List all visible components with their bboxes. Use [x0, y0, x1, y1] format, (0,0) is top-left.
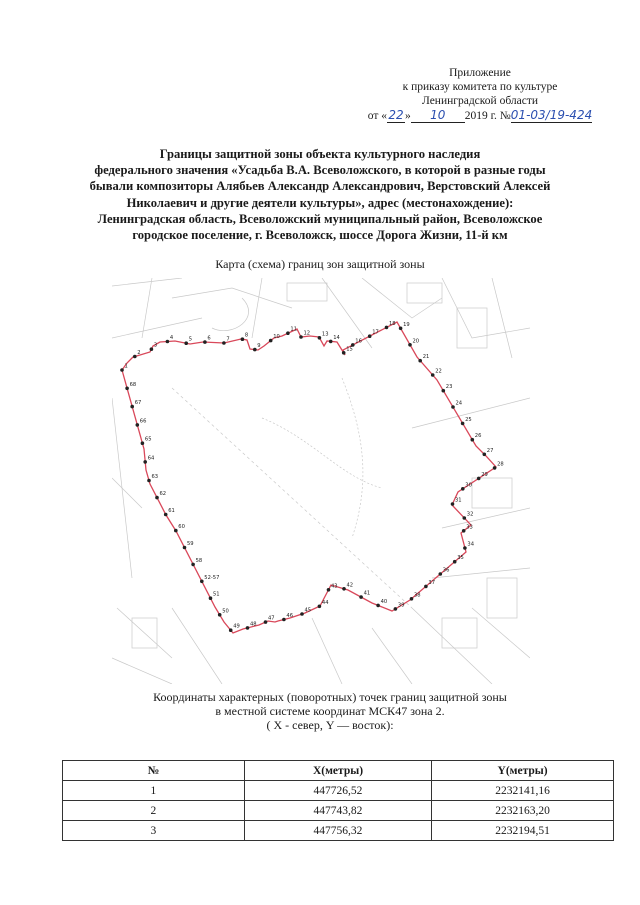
boundary-point — [300, 612, 304, 616]
boundary-point-label: 31 — [455, 497, 462, 504]
boundary-point — [282, 618, 286, 622]
date-month: 10 — [411, 108, 465, 123]
boundary-point — [471, 438, 475, 442]
boundary-point-label: 33 — [466, 524, 473, 531]
boundary-point-label: 68 — [129, 381, 137, 388]
title-line: Ленинградская область, Всеволожский муниципальный район, Всеволожское — [97, 211, 543, 226]
boundary-point — [147, 479, 151, 483]
boundary-point — [143, 460, 147, 464]
appendix-label: Приложение — [449, 67, 511, 79]
coordinates-caption — [100, 690, 560, 732]
boundary-point — [483, 453, 487, 457]
caption-line: ( X - север, Y — восток): — [266, 718, 394, 732]
boundary-point-label: 59 — [187, 541, 194, 547]
boundary-point-label: 43 — [331, 583, 338, 590]
boundary-point-label: 20 — [412, 338, 420, 345]
boundary-point-label: 17 — [372, 329, 379, 336]
boundary-point-label: 64 — [147, 455, 155, 462]
map-caption: Карта (схема) границ зон защитной зоны — [215, 257, 425, 271]
boundary-point-label: 37 — [428, 579, 436, 586]
boundary-point — [299, 335, 303, 339]
boundary-point — [246, 626, 250, 630]
boundary-point — [164, 513, 168, 517]
boundary-point-label: 34 — [467, 541, 475, 548]
document-title — [60, 146, 580, 243]
map-background — [112, 278, 530, 684]
boundary-point — [439, 572, 443, 576]
cell-y: 2232194,51 — [432, 821, 614, 841]
table-row — [63, 821, 614, 841]
boundary-point — [399, 327, 403, 331]
cell-number: 2 — [63, 801, 245, 821]
column-header-x: X(метры) — [244, 761, 431, 781]
boundary-point — [394, 607, 398, 611]
boundary-point — [264, 620, 268, 624]
boundary-point — [191, 563, 195, 567]
boundary-point-label: 40 — [380, 598, 388, 605]
boundary-point-label: 7 — [226, 336, 230, 343]
boundary-point — [286, 331, 290, 335]
boundary-point — [203, 340, 207, 344]
title-line: Николаевич и другие деятели культуры», адрес (местонахождение): — [126, 195, 514, 210]
boundary-point-label: 42 — [346, 582, 354, 589]
boundary-point-label: 48 — [250, 621, 257, 628]
boundary-point-label: 46 — [286, 613, 294, 619]
boundary-point — [200, 580, 204, 584]
boundary-point — [461, 487, 465, 491]
boundary-point-label: 27 — [486, 447, 494, 454]
boundary-point-label: 58 — [195, 557, 203, 564]
boundary-point — [184, 341, 188, 345]
boundary-point-label: 24 — [455, 400, 463, 407]
boundary-point — [342, 351, 346, 355]
boundary-point-label: 16 — [355, 338, 362, 345]
boundary-point — [136, 423, 140, 427]
boundary-point-label: 44 — [321, 599, 329, 606]
boundary-point-label: 3 — [153, 342, 158, 349]
boundary-point-label: 22 — [435, 368, 442, 375]
boundary-point-label: 65 — [144, 436, 152, 443]
boundary-point-label: 39 — [397, 602, 405, 609]
boundary-point — [150, 347, 154, 351]
boundary-point-label: 18 — [389, 320, 396, 327]
boundary-point-label: 61 — [168, 508, 175, 514]
date-day: 22 — [388, 108, 404, 122]
boundary-point-label: 29 — [481, 471, 488, 478]
caption-line: в местной системе координат МСК47 зона 2. — [215, 704, 445, 718]
cell-y: 2232141,16 — [432, 781, 614, 801]
boundary-point — [327, 588, 331, 592]
boundary-point — [318, 605, 322, 609]
boundary-point — [166, 340, 170, 344]
boundary-point — [183, 546, 187, 550]
cell-y: 2232163,20 — [432, 801, 614, 821]
boundary-point-label: 9 — [257, 343, 261, 350]
boundary-point-label: 21 — [422, 354, 430, 361]
boundary-point — [125, 387, 129, 391]
boundary-point — [385, 326, 389, 330]
boundary-point — [359, 595, 363, 599]
boundary-point — [408, 343, 412, 347]
boundary-point — [424, 585, 428, 589]
boundary-point-label: 14 — [333, 334, 340, 341]
title-line: бывали композиторы Алябьев Александр Александрович, Верстовский Алексей — [89, 179, 551, 194]
boundary-point — [318, 336, 322, 340]
boundary-point — [410, 597, 414, 601]
boundary-point — [368, 334, 372, 338]
boundary-point-label: 1 — [124, 363, 128, 370]
boundary-point-label: 32 — [466, 511, 474, 518]
order-number: 01-03/19-424 — [510, 108, 593, 122]
cell-number: 1 — [63, 781, 245, 801]
boundary-point-label: 66 — [139, 418, 147, 425]
boundary-point-label: 63 — [151, 474, 159, 480]
boundary-point-label: 26 — [474, 433, 482, 440]
boundary-point — [155, 496, 159, 500]
boundary-point — [329, 340, 333, 344]
boundary-point-label: 62 — [159, 491, 167, 498]
order-date-line — [368, 108, 592, 123]
boundary-point — [493, 466, 497, 470]
title-line: Границы защитной зоны объекта культурного наследия — [159, 147, 481, 161]
date-prefix: от « — [367, 110, 388, 122]
boundary-point-label: 52-57 — [204, 574, 220, 581]
boundary-point — [133, 355, 137, 359]
boundary-point-label: 25 — [465, 416, 472, 423]
boundary-point-label: 4 — [169, 335, 174, 341]
boundary-point — [462, 529, 466, 533]
boundary-point — [269, 339, 273, 343]
table-row — [63, 801, 614, 821]
boundary-point-label: 28 — [497, 461, 504, 468]
boundary-point — [130, 405, 134, 409]
date-mid: » — [405, 110, 411, 122]
boundary-point-label: 30 — [465, 482, 472, 489]
order-reference: к приказу комитета по культуре — [402, 81, 558, 93]
boundary-point — [218, 613, 222, 617]
boundary-point-label: 2 — [137, 350, 141, 356]
table-row — [63, 781, 614, 801]
boundary-point-label: 49 — [233, 623, 240, 630]
boundary-point — [209, 596, 213, 600]
boundary-point-label: 12 — [303, 330, 311, 337]
boundary-point-label: 47 — [268, 615, 275, 622]
boundary-point-label: 6 — [207, 335, 211, 342]
boundary-point — [120, 368, 124, 372]
boundary-point-label: 60 — [178, 524, 185, 531]
boundary-point-label: 45 — [304, 607, 312, 614]
boundary-point — [253, 348, 257, 352]
boundary-point — [229, 628, 233, 632]
cell-x: 447756,32 — [244, 821, 431, 841]
title-line: федерального значения «Усадьба В.А. Всеволожского, в которой в разные годы — [94, 163, 546, 178]
boundary-point-label: 23 — [445, 384, 453, 391]
boundary-point-label: 38 — [414, 592, 421, 599]
boundary-point — [351, 343, 355, 347]
boundary-point-label: 51 — [213, 591, 220, 598]
column-header-y: Y(метры) — [432, 761, 614, 781]
caption-line: Координаты характерных (поворотных) точек границ защитной зоны — [153, 690, 507, 704]
boundary-point-label: 35 — [457, 555, 464, 562]
column-header-number: № — [63, 761, 245, 781]
boundary-point — [451, 405, 455, 409]
boundary-point — [477, 477, 481, 481]
boundary-point — [418, 359, 422, 363]
boundary-point — [141, 441, 145, 445]
boundary-point — [463, 546, 467, 550]
appendix-header — [330, 66, 630, 123]
boundary-point — [431, 373, 435, 377]
date-year: 2019 г. № — [464, 110, 511, 122]
boundary-point-label: 13 — [321, 331, 329, 338]
boundary-point-label: 8 — [244, 332, 249, 339]
boundary-point — [463, 516, 467, 520]
boundary-point-label: 19 — [403, 321, 410, 328]
boundary-point — [451, 502, 455, 506]
boundary-point-label: 5 — [188, 336, 193, 343]
cell-x: 447726,52 — [244, 781, 431, 801]
boundary-point — [342, 587, 346, 591]
boundary-point-label: 36 — [442, 567, 450, 574]
boundary-points — [120, 321, 504, 632]
boundary-point-label: 41 — [363, 590, 371, 597]
boundary-point — [442, 389, 446, 393]
boundary-point-label: 11 — [290, 326, 298, 333]
coordinates-table — [62, 760, 614, 841]
boundary-point — [174, 529, 178, 533]
cell-x: 447743,82 — [244, 801, 431, 821]
boundary-point — [222, 341, 226, 345]
region-label: Ленинградской области — [421, 95, 539, 107]
table-header-row — [63, 761, 614, 781]
cell-number: 3 — [63, 821, 245, 841]
boundary-point — [241, 337, 245, 341]
boundary-point-label: 67 — [134, 400, 142, 407]
boundary-point-label: 10 — [273, 334, 280, 341]
boundary-map — [112, 278, 530, 684]
boundary-point — [453, 560, 457, 564]
boundary-point — [376, 604, 380, 608]
boundary-point — [461, 422, 465, 426]
title-line: городское поселение, г. Всеволожск, шоссе Дорога Жизни, 11-й км — [132, 228, 508, 243]
boundary-point-label: 15 — [346, 346, 353, 353]
boundary-point-label: 50 — [222, 608, 229, 615]
